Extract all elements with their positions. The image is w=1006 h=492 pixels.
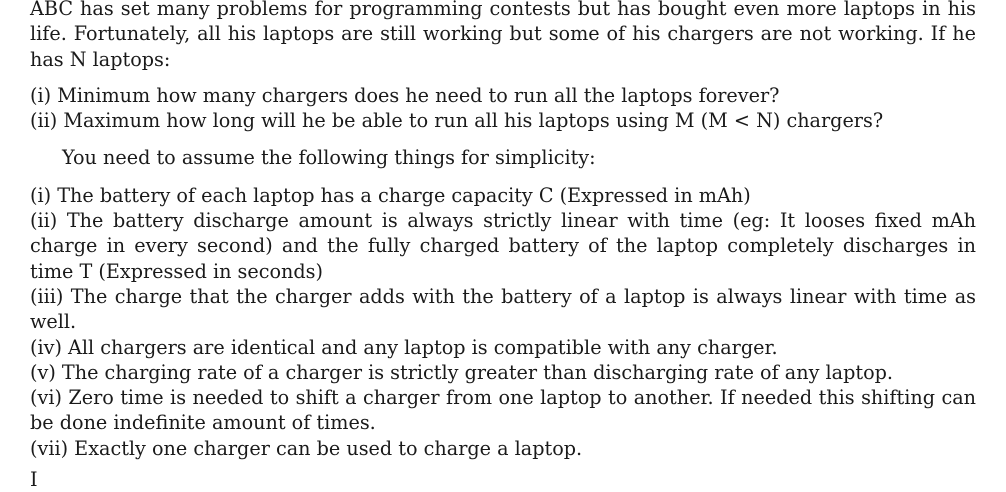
assumption-item: (vii) Exactly one charger can be used to charge a laptop. xyxy=(30,436,583,460)
assumption-item: (iv) All chargers are identical and any laptop is compatible with any charger. xyxy=(30,335,778,359)
assumption-item: (i) The battery of each laptop has a charge capacity C (Expressed in mAh) xyxy=(30,183,751,207)
intro-paragraph: ABC has set many problems for programming contests but has bought even more laptops in his life. Fortunately, all his laptops are still working but some of his chargers are not working. If he has N laptops: xyxy=(30,0,976,71)
assumption-item: (iii) The charge that the charger adds with the battery of a laptop is always linear with time as well. xyxy=(30,284,976,334)
assumption-item: (vi) Zero time is needed to shift a charger from one laptop to another. If needed this shifting can be done indefinite amount of times. xyxy=(30,386,976,435)
assumption-item: (ii) The battery discharge amount is always strictly linear with time (eg: It looses fixed mAh charge in every second) and the fully charged battery of the laptop completely discharges in time T (Expressed in seconds) xyxy=(30,209,976,283)
question-item: (i) Minimum how many chargers does he need to run all the laptops forever? xyxy=(30,83,780,107)
assumptions-intro: You need to assume the following things for simplicity: xyxy=(62,146,596,170)
question-item: (ii) Maximum how long will he be able to run all his laptops using M (M < N) chargers? xyxy=(30,109,884,133)
assumptions-list xyxy=(30,183,976,461)
questions-list xyxy=(30,83,976,134)
next-line-fragment: I xyxy=(30,468,38,491)
problem-statement xyxy=(30,0,976,461)
assumption-item: (v) The charging rate of a charger is strictly greater than discharging rate of any laptop. xyxy=(30,360,894,384)
